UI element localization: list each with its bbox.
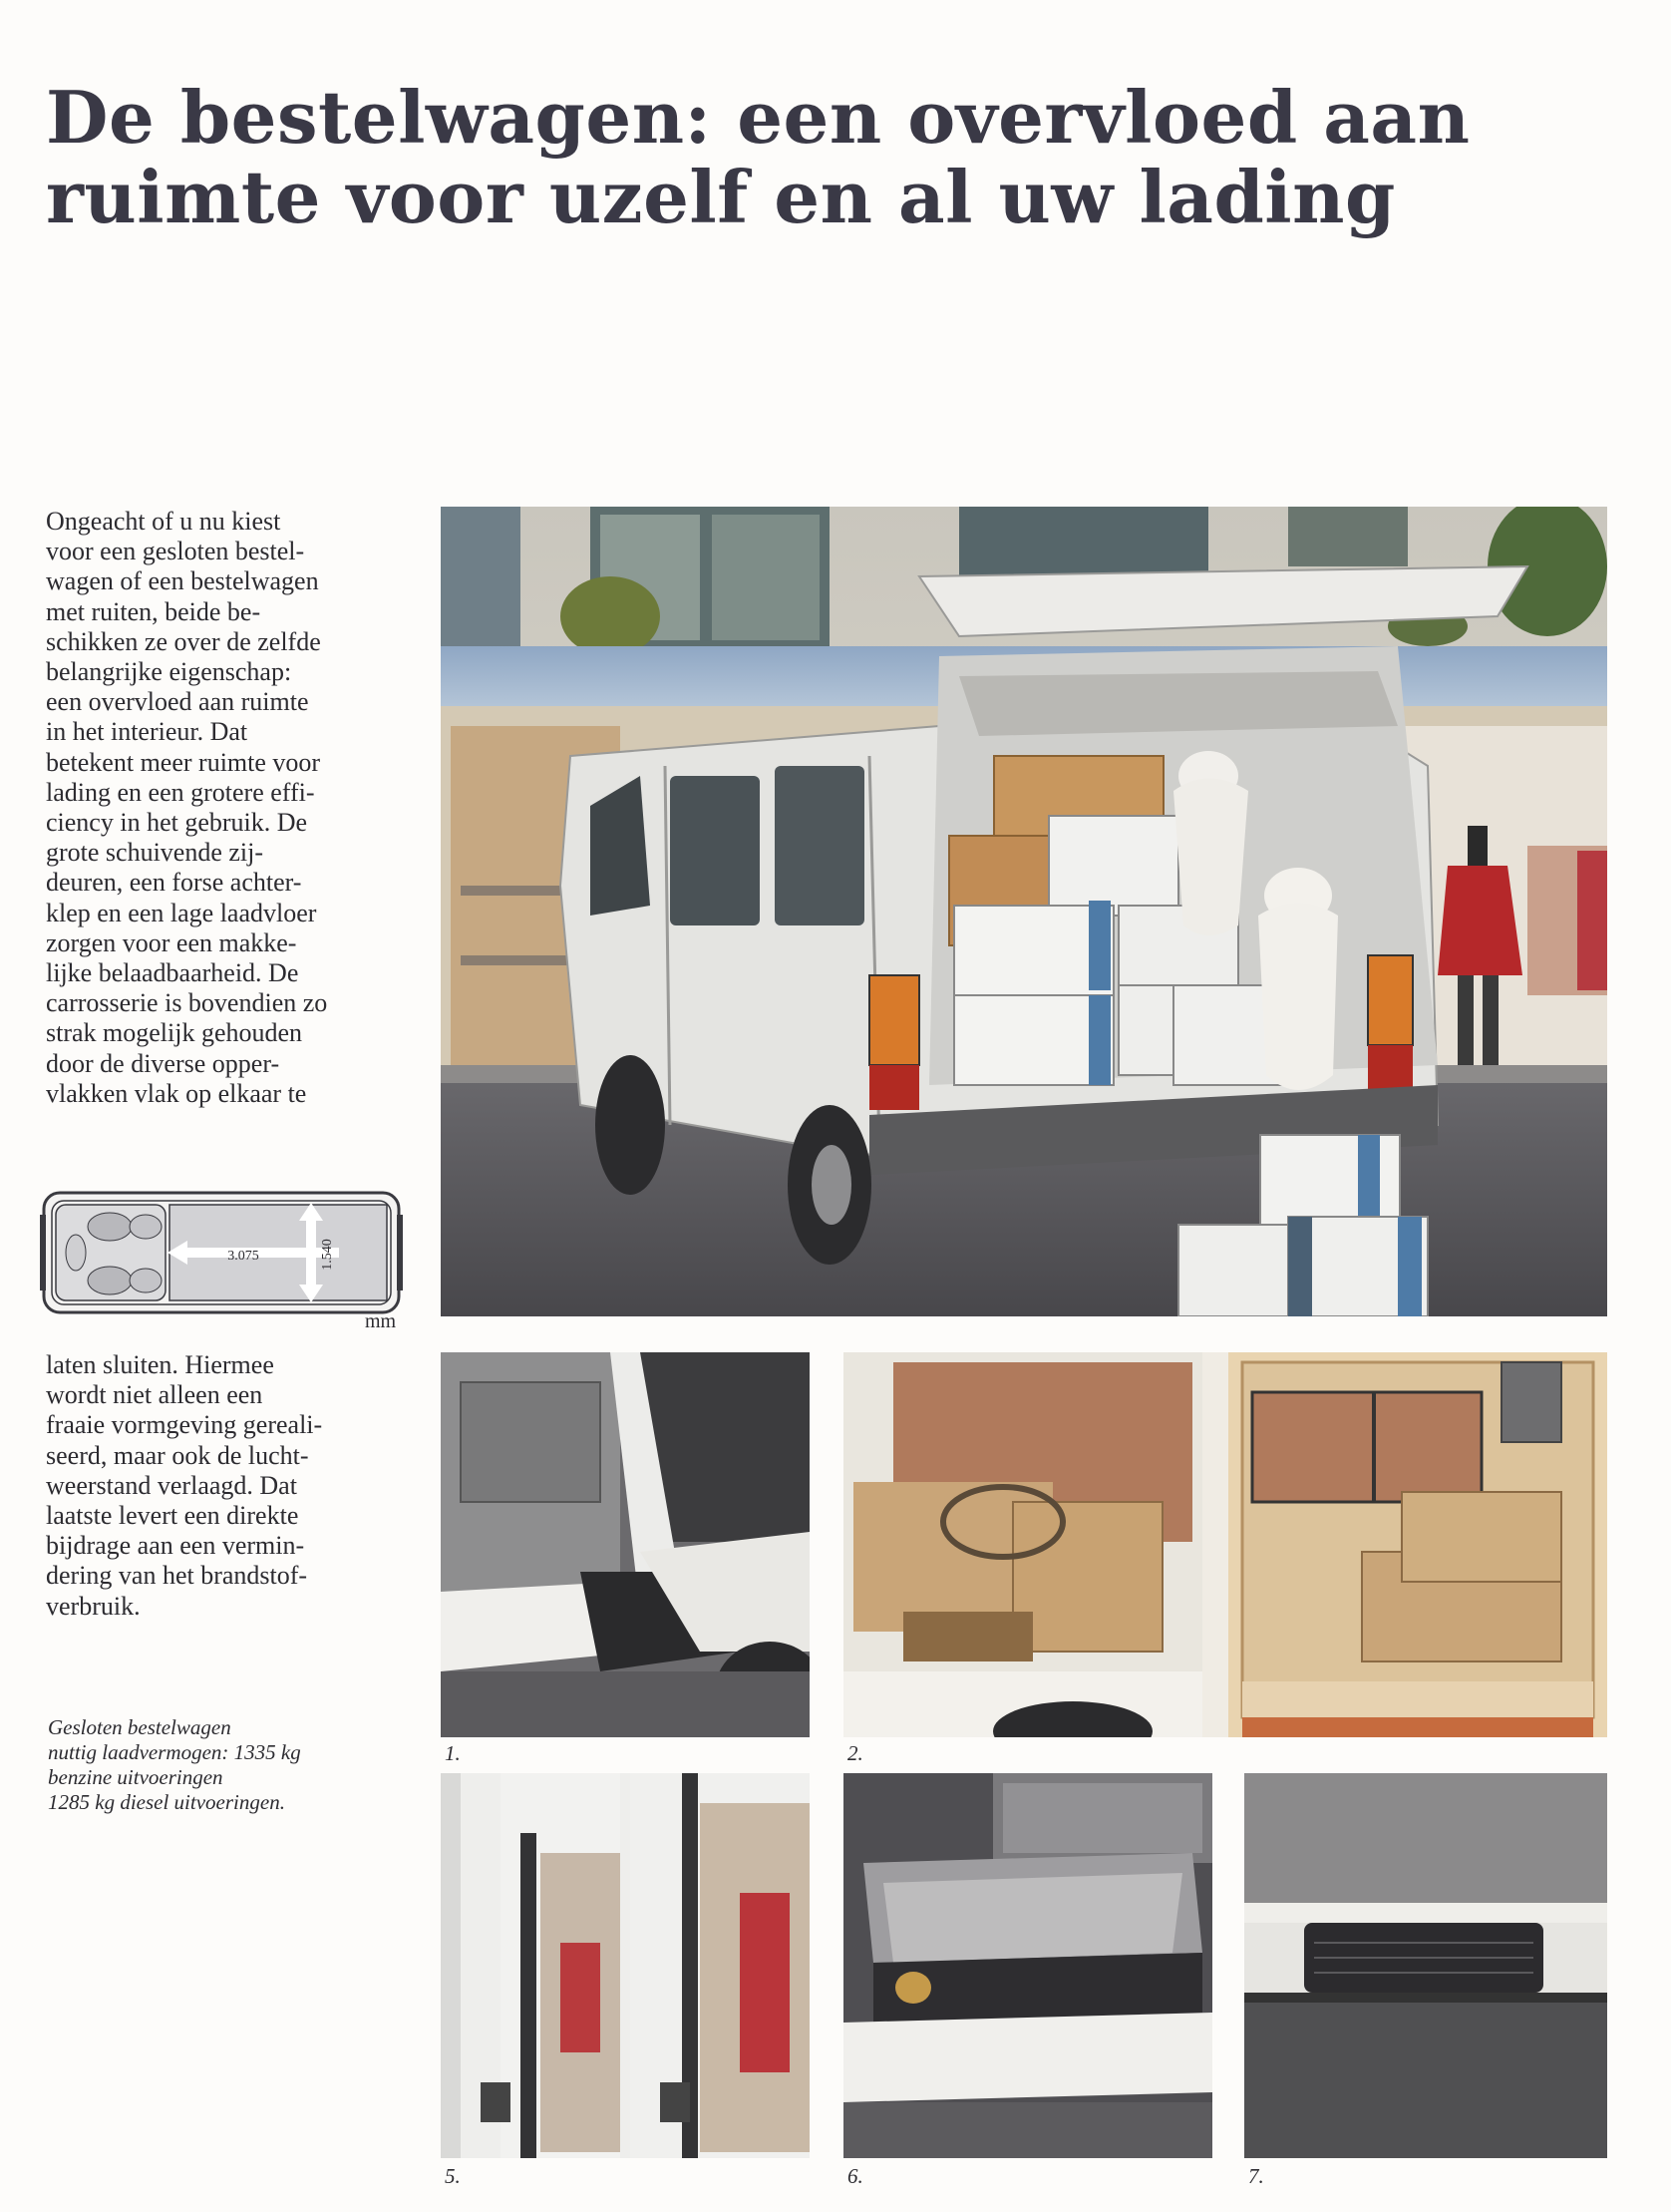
payload-caption	[48, 1715, 407, 1815]
photo-6-cab-floor-storage	[843, 1773, 1212, 2158]
intro-line: Ongeacht of u nu kiest	[46, 507, 281, 536]
photo-1-side-door-step	[441, 1352, 810, 1737]
continued-line: laten sluiten. Hiermee	[46, 1350, 274, 1379]
photo-number-2: 2.	[847, 1741, 863, 1765]
photo-number-5: 5.	[445, 2164, 461, 2188]
page-title	[46, 75, 1601, 239]
title-line-2: ruimte voor uzelf en al uw lading	[46, 155, 1396, 239]
photo-5-rear-door-frames	[441, 1773, 810, 2158]
cargo-dimension-diagram	[40, 1185, 411, 1324]
continued-line: dering van het brandstof-	[46, 1561, 308, 1591]
continued-line: fraaie vormgeving gereali-	[46, 1410, 323, 1440]
intro-line: ciency in het gebruik. De	[46, 808, 308, 838]
intro-line: wagen of een bestelwagen	[46, 566, 319, 596]
intro-line: voor een gesloten bestel-	[46, 537, 305, 566]
photo-number-1: 1.	[445, 1741, 461, 1765]
continued-paragraph	[46, 1350, 415, 1622]
intro-line: carrosserie is bovendien zo	[46, 988, 328, 1018]
photo-number-6: 6.	[847, 2164, 863, 2188]
caption-line: nuttig laadvermogen: 1335 kg	[48, 1740, 301, 1764]
photo-number-7: 7.	[1248, 2164, 1264, 2188]
intro-line: klep en een lage laadvloer	[46, 898, 317, 927]
van-floorplan	[40, 1185, 411, 1324]
intro-line: door de diverse opper-	[46, 1048, 280, 1078]
intro-line: vlakken vlak op elkaar te	[46, 1078, 307, 1108]
continued-line: bijdrage aan een vermin-	[46, 1531, 305, 1561]
intro-line: lading en een grotere effi-	[46, 777, 315, 807]
intro-line: met ruiten, beide be-	[46, 596, 261, 626]
continued-line: weerstand verlaagd. Dat	[46, 1470, 297, 1500]
intro-line: zorgen voor een makke-	[46, 927, 297, 957]
intro-line: strak mogelijk gehouden	[46, 1018, 303, 1048]
photo-2-cab-interior	[843, 1352, 1607, 1737]
caption-line: benzine uitvoeringen	[48, 1765, 223, 1789]
continued-line: seerd, maar ook de lucht-	[46, 1440, 309, 1470]
intro-line: belangrijke eigenschap:	[46, 657, 292, 687]
intro-paragraph	[46, 507, 415, 1109]
continued-line: laatste levert een direkte	[46, 1501, 299, 1531]
caption-line: 1285 kg diesel uitvoeringen.	[48, 1790, 285, 1814]
continued-line: verbruik.	[46, 1591, 141, 1621]
title-line-1: De bestelwagen: een overvloed aan	[46, 75, 1471, 160]
intro-line: deuren, een forse achter-	[46, 868, 302, 898]
intro-line: betekent meer ruimte voor	[46, 747, 321, 777]
photo-7-rear-step	[1244, 1773, 1607, 2158]
intro-line: een overvloed aan ruimte	[46, 687, 309, 717]
intro-line: schikken ze over de zelfde	[46, 626, 321, 656]
continued-line: wordt niet alleen een	[46, 1380, 263, 1410]
intro-line: grote schuivende zij-	[46, 838, 264, 868]
intro-line: in het interieur. Dat	[46, 717, 248, 747]
width-label: 1.540	[320, 1239, 335, 1271]
length-label: 3.075	[227, 1249, 259, 1264]
intro-line: lijke belaadbaarheid. De	[46, 958, 299, 988]
unit-label: mm	[365, 1310, 397, 1332]
main-photo-van-rear	[441, 507, 1607, 1316]
caption-line: Gesloten bestelwagen	[48, 1715, 231, 1739]
